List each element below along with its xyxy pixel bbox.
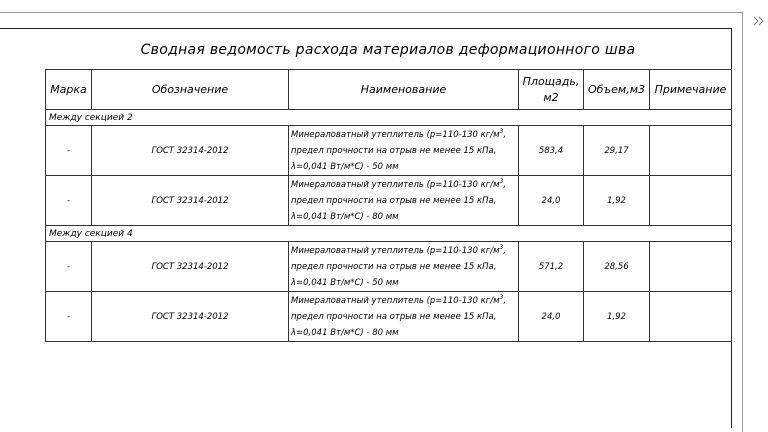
name-line-1-sup: 3 <box>499 243 504 251</box>
cell-name <box>289 126 519 176</box>
table-row <box>46 176 732 226</box>
cell-designation: ГОСТ 32314-2012 <box>92 292 289 342</box>
col-header-area-line-2: м2 <box>543 90 559 104</box>
cell-designation: ГОСТ 32314-2012 <box>92 242 289 292</box>
name-line-1-end: , <box>503 129 507 140</box>
col-header-volume: Объем,м3 <box>584 70 650 110</box>
cell-volume: 29,17 <box>584 126 650 176</box>
col-header-note: Примечание <box>650 70 732 110</box>
name-line-1 <box>291 293 518 309</box>
cell-mark: - <box>46 242 92 292</box>
cell-designation: ГОСТ 32314-2012 <box>92 126 289 176</box>
name-line-1-text: Минераловатный утеплитель (p=110-130 кг/м <box>291 129 500 140</box>
name-line-1-sup: 3 <box>499 293 504 301</box>
cell-designation: ГОСТ 32314-2012 <box>92 176 289 226</box>
name-line-2: предел прочности на отрыв не менее 15 кПа, <box>291 311 497 322</box>
col-header-designation: Обозначение <box>92 70 289 110</box>
name-line-2: предел прочности на отрыв не менее 15 кПа, <box>291 195 497 206</box>
name-line-1-text: Минераловатный утеплитель (p=110-130 кг/м <box>291 245 500 256</box>
cell-note <box>650 176 732 226</box>
name-line-3: λ=0,041 Вт/м*С) - 80 мм <box>291 327 399 338</box>
cell-note <box>650 242 732 292</box>
name-line-2: предел прочности на отрыв не менее 15 кПа, <box>291 261 497 272</box>
name-line-1-end: , <box>503 295 507 306</box>
name-line-1 <box>291 127 518 143</box>
cell-volume: 1,92 <box>584 292 650 342</box>
section-label: Между секцией 4 <box>46 226 732 242</box>
section-row <box>46 110 732 126</box>
col-header-name: Наименование <box>289 70 519 110</box>
table-row <box>46 126 732 176</box>
cell-area: 24,0 <box>519 176 584 226</box>
cell-name <box>289 176 519 226</box>
name-line-3: λ=0,041 Вт/м*С) - 50 мм <box>291 161 399 172</box>
name-line-1 <box>291 243 518 259</box>
materials-table <box>45 69 732 342</box>
col-header-area <box>519 70 584 110</box>
table-header-row <box>46 70 732 110</box>
cell-area: 24,0 <box>519 292 584 342</box>
table-title: Сводная ведомость расхода материалов деформационного шва <box>140 42 636 58</box>
cell-volume: 1,92 <box>584 176 650 226</box>
cell-area: 571,2 <box>519 242 584 292</box>
col-header-area-line-1: Площадь, <box>522 74 580 88</box>
section-label: Между секцией 2 <box>46 110 732 126</box>
cell-mark: - <box>46 176 92 226</box>
name-line-1 <box>291 177 518 193</box>
cell-name <box>289 242 519 292</box>
section-row <box>46 226 732 242</box>
name-line-1-text: Минераловатный утеплитель (p=110-130 кг/м <box>291 179 500 190</box>
cell-name <box>289 292 519 342</box>
name-line-1-text: Минераловатный утеплитель (p=110-130 кг/м <box>291 295 500 306</box>
cell-area: 583,4 <box>519 126 584 176</box>
cell-note <box>650 126 732 176</box>
table-row <box>46 292 732 342</box>
sheet-corner-mark-icon <box>753 16 765 26</box>
name-line-3: λ=0,041 Вт/м*С) - 80 мм <box>291 211 399 222</box>
name-line-3: λ=0,041 Вт/м*С) - 50 мм <box>291 277 399 288</box>
cell-volume: 28,56 <box>584 242 650 292</box>
cell-mark: - <box>46 292 92 342</box>
name-line-2: предел прочности на отрыв не менее 15 кПа, <box>291 145 497 156</box>
col-header-mark: Марка <box>46 70 92 110</box>
name-line-1-end: , <box>503 245 507 256</box>
name-line-1-sup: 3 <box>499 127 504 135</box>
name-line-1-end: , <box>503 179 507 190</box>
cell-mark: - <box>46 126 92 176</box>
name-line-1-sup: 3 <box>499 177 504 185</box>
cell-note <box>650 292 732 342</box>
table-row <box>46 242 732 292</box>
